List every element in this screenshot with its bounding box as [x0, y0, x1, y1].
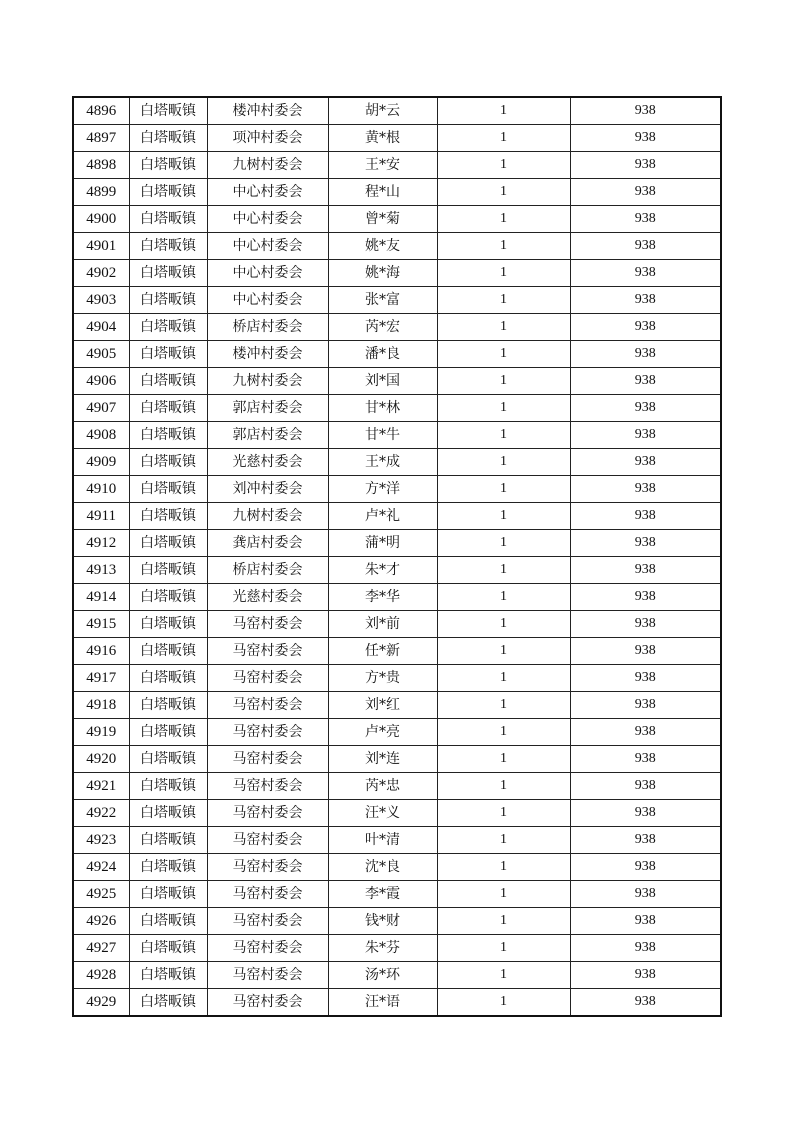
table-row [73, 97, 721, 125]
count-cell: 1 [437, 233, 570, 260]
town-cell: 白塔畈镇 [129, 908, 207, 935]
row-number: 4929 [73, 989, 129, 1017]
person-name-cell: 钱*财 [328, 908, 437, 935]
amount-cell: 938 [570, 800, 721, 827]
town-cell: 白塔畈镇 [129, 719, 207, 746]
count-cell: 1 [437, 935, 570, 962]
row-number: 4907 [73, 395, 129, 422]
village-cell: 马窑村委会 [207, 773, 328, 800]
table-row [73, 341, 721, 368]
table-row [73, 395, 721, 422]
count-cell: 1 [437, 881, 570, 908]
village-cell: 中心村委会 [207, 206, 328, 233]
amount-cell: 938 [570, 935, 721, 962]
village-cell: 郭店村委会 [207, 422, 328, 449]
town-cell: 白塔畈镇 [129, 827, 207, 854]
row-number: 4921 [73, 773, 129, 800]
amount-cell: 938 [570, 746, 721, 773]
amount-cell: 938 [570, 827, 721, 854]
count-cell: 1 [437, 665, 570, 692]
amount-cell: 938 [570, 584, 721, 611]
row-number: 4925 [73, 881, 129, 908]
count-cell: 1 [437, 530, 570, 557]
village-cell: 中心村委会 [207, 179, 328, 206]
amount-cell: 938 [570, 476, 721, 503]
count-cell: 1 [437, 179, 570, 206]
amount-cell: 938 [570, 97, 721, 125]
row-number: 4909 [73, 449, 129, 476]
amount-cell: 938 [570, 233, 721, 260]
amount-cell: 938 [570, 314, 721, 341]
village-cell: 马窑村委会 [207, 854, 328, 881]
row-number: 4922 [73, 800, 129, 827]
amount-cell: 938 [570, 395, 721, 422]
count-cell: 1 [437, 476, 570, 503]
count-cell: 1 [437, 584, 570, 611]
row-number: 4918 [73, 692, 129, 719]
village-cell: 九树村委会 [207, 368, 328, 395]
town-cell: 白塔畈镇 [129, 962, 207, 989]
town-cell: 白塔畈镇 [129, 422, 207, 449]
row-number: 4910 [73, 476, 129, 503]
person-name-cell: 潘*良 [328, 341, 437, 368]
village-cell: 九树村委会 [207, 152, 328, 179]
table-row [73, 692, 721, 719]
amount-cell: 938 [570, 611, 721, 638]
person-name-cell: 李*华 [328, 584, 437, 611]
table-row [73, 881, 721, 908]
town-cell: 白塔畈镇 [129, 287, 207, 314]
row-number: 4911 [73, 503, 129, 530]
person-name-cell: 甘*林 [328, 395, 437, 422]
row-number: 4900 [73, 206, 129, 233]
village-cell: 刘冲村委会 [207, 476, 328, 503]
village-cell: 中心村委会 [207, 287, 328, 314]
village-cell: 马窑村委会 [207, 989, 328, 1017]
count-cell: 1 [437, 449, 570, 476]
row-number: 4916 [73, 638, 129, 665]
data-table [72, 96, 722, 1017]
table-row [73, 476, 721, 503]
town-cell: 白塔畈镇 [129, 368, 207, 395]
town-cell: 白塔畈镇 [129, 989, 207, 1017]
person-name-cell: 刘*前 [328, 611, 437, 638]
town-cell: 白塔畈镇 [129, 584, 207, 611]
count-cell: 1 [437, 854, 570, 881]
amount-cell: 938 [570, 125, 721, 152]
table-row [73, 287, 721, 314]
town-cell: 白塔畈镇 [129, 503, 207, 530]
table-row [73, 368, 721, 395]
row-number: 4928 [73, 962, 129, 989]
amount-cell: 938 [570, 341, 721, 368]
person-name-cell: 姚*友 [328, 233, 437, 260]
count-cell: 1 [437, 314, 570, 341]
count-cell: 1 [437, 97, 570, 125]
count-cell: 1 [437, 341, 570, 368]
count-cell: 1 [437, 611, 570, 638]
person-name-cell: 方*贵 [328, 665, 437, 692]
table-row [73, 854, 721, 881]
village-cell: 马窑村委会 [207, 746, 328, 773]
village-cell: 郭店村委会 [207, 395, 328, 422]
amount-cell: 938 [570, 260, 721, 287]
table-row [73, 611, 721, 638]
village-cell: 楼冲村委会 [207, 97, 328, 125]
row-number: 4908 [73, 422, 129, 449]
person-name-cell: 张*富 [328, 287, 437, 314]
town-cell: 白塔畈镇 [129, 152, 207, 179]
count-cell: 1 [437, 692, 570, 719]
town-cell: 白塔畈镇 [129, 692, 207, 719]
person-name-cell: 芮*宏 [328, 314, 437, 341]
person-name-cell: 朱*芬 [328, 935, 437, 962]
count-cell: 1 [437, 800, 570, 827]
count-cell: 1 [437, 746, 570, 773]
town-cell: 白塔畈镇 [129, 314, 207, 341]
count-cell: 1 [437, 422, 570, 449]
town-cell: 白塔畈镇 [129, 800, 207, 827]
person-name-cell: 汤*环 [328, 962, 437, 989]
village-cell: 马窑村委会 [207, 665, 328, 692]
person-name-cell: 李*霞 [328, 881, 437, 908]
table-body [73, 97, 721, 1016]
table-row [73, 152, 721, 179]
person-name-cell: 王*安 [328, 152, 437, 179]
village-cell: 项冲村委会 [207, 125, 328, 152]
table-row [73, 584, 721, 611]
village-cell: 中心村委会 [207, 260, 328, 287]
amount-cell: 938 [570, 989, 721, 1017]
table-row [73, 422, 721, 449]
town-cell: 白塔畈镇 [129, 557, 207, 584]
table-row [73, 989, 721, 1017]
row-number: 4897 [73, 125, 129, 152]
count-cell: 1 [437, 557, 570, 584]
count-cell: 1 [437, 260, 570, 287]
town-cell: 白塔畈镇 [129, 935, 207, 962]
town-cell: 白塔畈镇 [129, 449, 207, 476]
town-cell: 白塔畈镇 [129, 611, 207, 638]
town-cell: 白塔畈镇 [129, 97, 207, 125]
town-cell: 白塔畈镇 [129, 746, 207, 773]
person-name-cell: 叶*清 [328, 827, 437, 854]
town-cell: 白塔畈镇 [129, 854, 207, 881]
village-cell: 马窑村委会 [207, 611, 328, 638]
person-name-cell: 汪*语 [328, 989, 437, 1017]
village-cell: 光慈村委会 [207, 449, 328, 476]
village-cell: 马窑村委会 [207, 935, 328, 962]
row-number: 4915 [73, 611, 129, 638]
table-row [73, 638, 721, 665]
row-number: 4903 [73, 287, 129, 314]
amount-cell: 938 [570, 530, 721, 557]
amount-cell: 938 [570, 152, 721, 179]
count-cell: 1 [437, 908, 570, 935]
person-name-cell: 卢*礼 [328, 503, 437, 530]
town-cell: 白塔畈镇 [129, 665, 207, 692]
row-number: 4896 [73, 97, 129, 125]
row-number: 4904 [73, 314, 129, 341]
table-row [73, 314, 721, 341]
row-number: 4924 [73, 854, 129, 881]
person-name-cell: 沈*良 [328, 854, 437, 881]
count-cell: 1 [437, 773, 570, 800]
amount-cell: 938 [570, 962, 721, 989]
count-cell: 1 [437, 287, 570, 314]
table-row [73, 665, 721, 692]
table-row [73, 179, 721, 206]
row-number: 4914 [73, 584, 129, 611]
town-cell: 白塔畈镇 [129, 125, 207, 152]
amount-cell: 938 [570, 638, 721, 665]
town-cell: 白塔畈镇 [129, 773, 207, 800]
table-row [73, 260, 721, 287]
row-number: 4917 [73, 665, 129, 692]
amount-cell: 938 [570, 908, 721, 935]
person-name-cell: 汪*义 [328, 800, 437, 827]
count-cell: 1 [437, 503, 570, 530]
amount-cell: 938 [570, 449, 721, 476]
amount-cell: 938 [570, 503, 721, 530]
amount-cell: 938 [570, 368, 721, 395]
row-number: 4912 [73, 530, 129, 557]
village-cell: 桥店村委会 [207, 557, 328, 584]
village-cell: 马窑村委会 [207, 692, 328, 719]
amount-cell: 938 [570, 557, 721, 584]
person-name-cell: 刘*红 [328, 692, 437, 719]
town-cell: 白塔畈镇 [129, 881, 207, 908]
amount-cell: 938 [570, 692, 721, 719]
village-cell: 马窑村委会 [207, 638, 328, 665]
row-number: 4919 [73, 719, 129, 746]
amount-cell: 938 [570, 422, 721, 449]
table-row [73, 125, 721, 152]
table-row [73, 827, 721, 854]
count-cell: 1 [437, 152, 570, 179]
village-cell: 马窑村委会 [207, 719, 328, 746]
person-name-cell: 朱*才 [328, 557, 437, 584]
town-cell: 白塔畈镇 [129, 476, 207, 503]
town-cell: 白塔畈镇 [129, 233, 207, 260]
count-cell: 1 [437, 827, 570, 854]
amount-cell: 938 [570, 179, 721, 206]
town-cell: 白塔畈镇 [129, 638, 207, 665]
person-name-cell: 蒲*明 [328, 530, 437, 557]
person-name-cell: 卢*亮 [328, 719, 437, 746]
amount-cell: 938 [570, 287, 721, 314]
village-cell: 马窑村委会 [207, 881, 328, 908]
amount-cell: 938 [570, 881, 721, 908]
town-cell: 白塔畈镇 [129, 206, 207, 233]
amount-cell: 938 [570, 665, 721, 692]
village-cell: 马窑村委会 [207, 827, 328, 854]
person-name-cell: 黄*根 [328, 125, 437, 152]
amount-cell: 938 [570, 206, 721, 233]
count-cell: 1 [437, 962, 570, 989]
count-cell: 1 [437, 719, 570, 746]
row-number: 4913 [73, 557, 129, 584]
table-row [73, 773, 721, 800]
count-cell: 1 [437, 989, 570, 1017]
person-name-cell: 方*洋 [328, 476, 437, 503]
row-number: 4926 [73, 908, 129, 935]
town-cell: 白塔畈镇 [129, 530, 207, 557]
person-name-cell: 程*山 [328, 179, 437, 206]
row-number: 4901 [73, 233, 129, 260]
town-cell: 白塔畈镇 [129, 260, 207, 287]
person-name-cell: 芮*忠 [328, 773, 437, 800]
count-cell: 1 [437, 206, 570, 233]
row-number: 4920 [73, 746, 129, 773]
town-cell: 白塔畈镇 [129, 341, 207, 368]
table-row [73, 449, 721, 476]
row-number: 4898 [73, 152, 129, 179]
village-cell: 马窑村委会 [207, 962, 328, 989]
person-name-cell: 胡*云 [328, 97, 437, 125]
table-row [73, 503, 721, 530]
table-row [73, 935, 721, 962]
village-cell: 马窑村委会 [207, 800, 328, 827]
person-name-cell: 曾*菊 [328, 206, 437, 233]
table-row [73, 530, 721, 557]
village-cell: 光慈村委会 [207, 584, 328, 611]
person-name-cell: 姚*海 [328, 260, 437, 287]
table-row [73, 233, 721, 260]
village-cell: 九树村委会 [207, 503, 328, 530]
count-cell: 1 [437, 395, 570, 422]
row-number: 4923 [73, 827, 129, 854]
village-cell: 马窑村委会 [207, 908, 328, 935]
person-name-cell: 刘*国 [328, 368, 437, 395]
row-number: 4927 [73, 935, 129, 962]
count-cell: 1 [437, 638, 570, 665]
table-row [73, 719, 721, 746]
amount-cell: 938 [570, 854, 721, 881]
amount-cell: 938 [570, 773, 721, 800]
table-row [73, 746, 721, 773]
row-number: 4902 [73, 260, 129, 287]
table-row [73, 962, 721, 989]
town-cell: 白塔畈镇 [129, 179, 207, 206]
person-name-cell: 任*新 [328, 638, 437, 665]
town-cell: 白塔畈镇 [129, 395, 207, 422]
village-cell: 龚店村委会 [207, 530, 328, 557]
count-cell: 1 [437, 125, 570, 152]
village-cell: 中心村委会 [207, 233, 328, 260]
person-name-cell: 刘*连 [328, 746, 437, 773]
table-row [73, 908, 721, 935]
table-row [73, 206, 721, 233]
table-row [73, 800, 721, 827]
village-cell: 楼冲村委会 [207, 341, 328, 368]
person-name-cell: 甘*牛 [328, 422, 437, 449]
count-cell: 1 [437, 368, 570, 395]
village-cell: 桥店村委会 [207, 314, 328, 341]
amount-cell: 938 [570, 719, 721, 746]
row-number: 4899 [73, 179, 129, 206]
person-name-cell: 王*成 [328, 449, 437, 476]
row-number: 4905 [73, 341, 129, 368]
row-number: 4906 [73, 368, 129, 395]
table-row [73, 557, 721, 584]
